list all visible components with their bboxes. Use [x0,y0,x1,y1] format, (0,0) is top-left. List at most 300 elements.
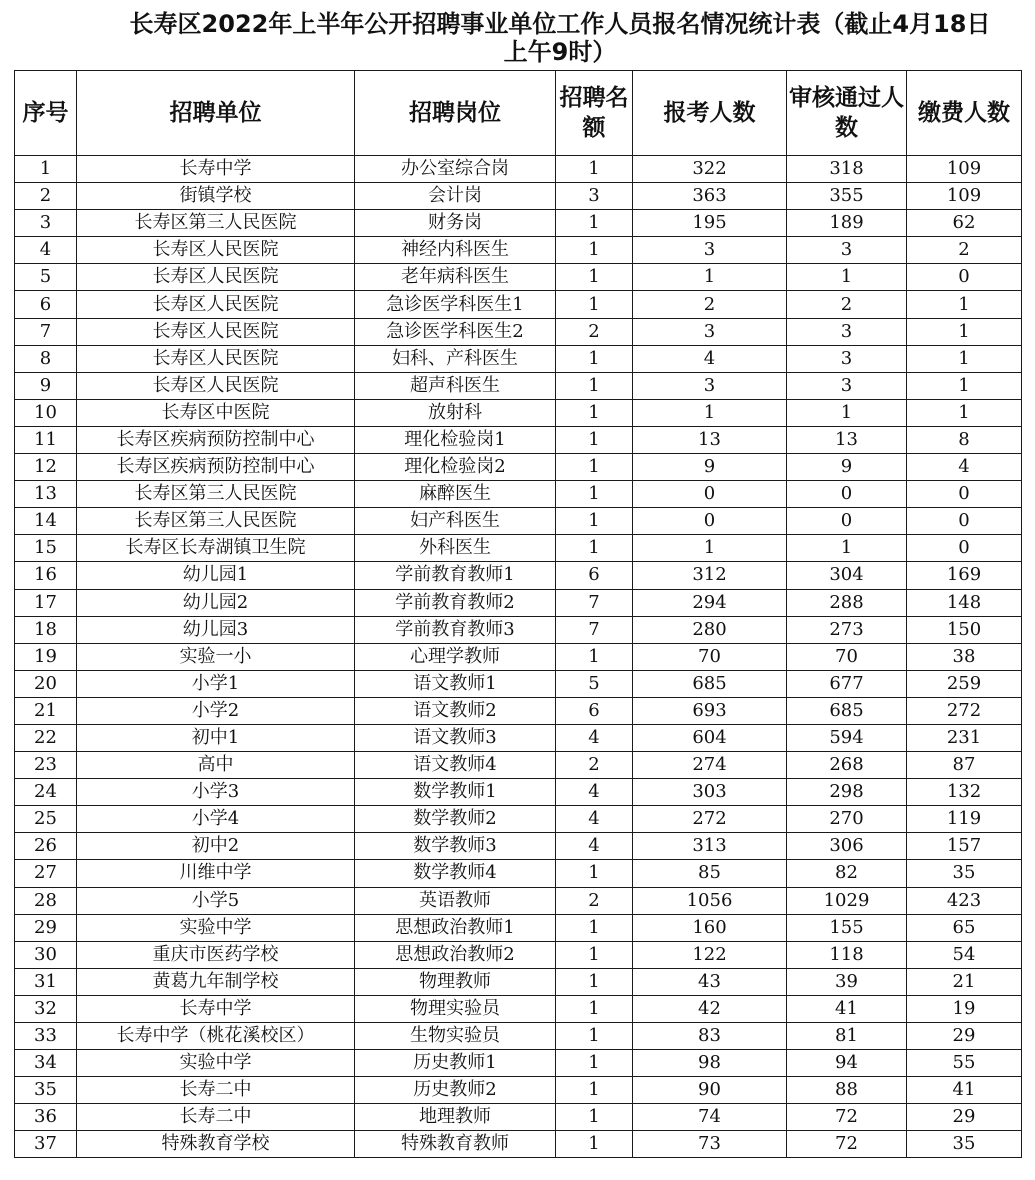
cell-quota: 1 [556,535,633,562]
cell-index: 29 [15,914,77,941]
cell-applicants: 43 [633,968,787,995]
cell-quota: 1 [556,941,633,968]
cell-applicants: 73 [633,1131,787,1158]
cell-approved: 306 [787,833,907,860]
cell-approved: 0 [787,481,907,508]
cell-unit: 长寿区第三人民医院 [77,210,355,237]
cell-index: 18 [15,616,77,643]
cell-unit: 街镇学校 [77,183,355,210]
cell-approved: 298 [787,779,907,806]
cell-index: 7 [15,318,77,345]
table-row [15,399,1022,426]
cell-applicants: 1 [633,535,787,562]
cell-paid: 1 [907,318,1022,345]
cell-quota: 1 [556,643,633,670]
cell-applicants: 74 [633,1104,787,1131]
cell-applicants: 85 [633,860,787,887]
cell-approved: 3 [787,345,907,372]
cell-quota: 6 [556,562,633,589]
cell-paid: 109 [907,183,1022,210]
cell-paid: 8 [907,426,1022,453]
cell-position: 历史教师1 [355,1050,556,1077]
table-row [15,697,1022,724]
cell-paid: 1 [907,399,1022,426]
cell-quota: 1 [556,426,633,453]
cell-paid: 2 [907,237,1022,264]
cell-paid: 109 [907,156,1022,183]
cell-approved: 1 [787,399,907,426]
cell-unit: 重庆市医药学校 [77,941,355,968]
cell-applicants: 4 [633,345,787,372]
cell-applicants: 98 [633,1050,787,1077]
cell-position: 英语教师 [355,887,556,914]
cell-approved: 268 [787,752,907,779]
cell-quota: 3 [556,183,633,210]
cell-quota: 1 [556,481,633,508]
table-row [15,454,1022,481]
cell-paid: 259 [907,670,1022,697]
cell-unit: 长寿区人民医院 [77,372,355,399]
cell-position: 老年病科医生 [355,264,556,291]
table-row [15,237,1022,264]
table-row [15,535,1022,562]
cell-unit: 黄葛九年制学校 [77,968,355,995]
cell-quota: 5 [556,670,633,697]
cell-index: 15 [15,535,77,562]
cell-approved: 70 [787,643,907,670]
cell-applicants: 274 [633,752,787,779]
table-row [15,643,1022,670]
cell-position: 会计岗 [355,183,556,210]
table-row [15,264,1022,291]
cell-quota: 1 [556,399,633,426]
cell-applicants: 313 [633,833,787,860]
cell-position: 心理学教师 [355,643,556,670]
cell-unit: 长寿区中医院 [77,399,355,426]
cell-applicants: 90 [633,1077,787,1104]
cell-approved: 3 [787,372,907,399]
cell-index: 14 [15,508,77,535]
table-row [15,318,1022,345]
cell-unit: 初中1 [77,724,355,751]
table-row [15,481,1022,508]
table-row [15,210,1022,237]
cell-unit: 幼儿园3 [77,616,355,643]
cell-approved: 677 [787,670,907,697]
cell-applicants: 3 [633,318,787,345]
cell-paid: 19 [907,995,1022,1022]
cell-index: 10 [15,399,77,426]
cell-unit: 小学3 [77,779,355,806]
cell-approved: 189 [787,210,907,237]
cell-paid: 65 [907,914,1022,941]
cell-approved: 1 [787,264,907,291]
cell-applicants: 303 [633,779,787,806]
cell-position: 理化检验岗2 [355,454,556,481]
cell-paid: 157 [907,833,1022,860]
cell-index: 2 [15,183,77,210]
cell-position: 办公室综合岗 [355,156,556,183]
cell-applicants: 280 [633,616,787,643]
cell-applicants: 1 [633,264,787,291]
cell-paid: 21 [907,968,1022,995]
cell-position: 学前教育教师1 [355,562,556,589]
cell-approved: 88 [787,1077,907,1104]
cell-position: 数学教师1 [355,779,556,806]
cell-position: 学前教育教师3 [355,616,556,643]
cell-applicants: 685 [633,670,787,697]
table-row [15,941,1022,968]
cell-paid: 0 [907,508,1022,535]
cell-approved: 1029 [787,887,907,914]
cell-index: 13 [15,481,77,508]
cell-index: 16 [15,562,77,589]
cell-applicants: 322 [633,156,787,183]
cell-index: 35 [15,1077,77,1104]
cell-applicants: 42 [633,995,787,1022]
cell-position: 财务岗 [355,210,556,237]
cell-position: 数学教师4 [355,860,556,887]
cell-quota: 7 [556,616,633,643]
cell-unit: 长寿区人民医院 [77,264,355,291]
cell-unit: 小学1 [77,670,355,697]
cell-approved: 288 [787,589,907,616]
cell-paid: 272 [907,697,1022,724]
cell-quota: 1 [556,1023,633,1050]
cell-unit: 特殊教育学校 [77,1131,355,1158]
cell-unit: 长寿区长寿湖镇卫生院 [77,535,355,562]
cell-approved: 685 [787,697,907,724]
cell-approved: 304 [787,562,907,589]
cell-quota: 1 [556,968,633,995]
cell-unit: 实验中学 [77,914,355,941]
table-body [15,156,1022,1158]
cell-applicants: 160 [633,914,787,941]
cell-index: 8 [15,345,77,372]
cell-quota: 1 [556,291,633,318]
cell-applicants: 9 [633,454,787,481]
cell-index: 34 [15,1050,77,1077]
cell-position: 语文教师2 [355,697,556,724]
page-title: 长寿区2022年上半年公开招聘事业单位工作人员报名情况统计表（截止4月18日上午9时） [129,10,991,66]
cell-quota: 1 [556,237,633,264]
cell-quota: 6 [556,697,633,724]
cell-paid: 0 [907,481,1022,508]
cell-unit: 小学2 [77,697,355,724]
cell-approved: 3 [787,318,907,345]
table-row [15,183,1022,210]
cell-position: 外科医生 [355,535,556,562]
cell-quota: 2 [556,752,633,779]
cell-paid: 29 [907,1023,1022,1050]
cell-position: 数学教师2 [355,806,556,833]
cell-position: 数学教师3 [355,833,556,860]
cell-paid: 150 [907,616,1022,643]
cell-position: 学前教育教师2 [355,589,556,616]
cell-paid: 62 [907,210,1022,237]
table-row [15,1050,1022,1077]
cell-quota: 7 [556,589,633,616]
cell-index: 20 [15,670,77,697]
cell-index: 37 [15,1131,77,1158]
cell-index: 17 [15,589,77,616]
cell-position: 超声科医生 [355,372,556,399]
cell-unit: 实验一小 [77,643,355,670]
cell-approved: 39 [787,968,907,995]
table-row [15,508,1022,535]
cell-unit: 长寿区第三人民医院 [77,508,355,535]
cell-approved: 9 [787,454,907,481]
cell-position: 理化检验岗1 [355,426,556,453]
table-row [15,156,1022,183]
cell-index: 3 [15,210,77,237]
cell-index: 24 [15,779,77,806]
cell-paid: 0 [907,535,1022,562]
cell-position: 麻醉医生 [355,481,556,508]
cell-unit: 幼儿园1 [77,562,355,589]
cell-position: 急诊医学科医生2 [355,318,556,345]
cell-index: 21 [15,697,77,724]
table-row [15,1104,1022,1131]
cell-approved: 41 [787,995,907,1022]
table-row [15,1023,1022,1050]
cell-position: 急诊医学科医生1 [355,291,556,318]
table-row [15,779,1022,806]
table-row [15,914,1022,941]
cell-position: 语文教师4 [355,752,556,779]
cell-paid: 38 [907,643,1022,670]
header-index: 序号 [15,71,77,156]
cell-approved: 270 [787,806,907,833]
cell-unit: 初中2 [77,833,355,860]
table-row [15,806,1022,833]
cell-approved: 72 [787,1131,907,1158]
table-row [15,670,1022,697]
cell-unit: 小学4 [77,806,355,833]
cell-index: 23 [15,752,77,779]
cell-unit: 长寿区疾病预防控制中心 [77,454,355,481]
cell-paid: 35 [907,1131,1022,1158]
cell-index: 31 [15,968,77,995]
cell-paid: 29 [907,1104,1022,1131]
cell-quota: 2 [556,887,633,914]
cell-applicants: 195 [633,210,787,237]
cell-unit: 川维中学 [77,860,355,887]
cell-paid: 55 [907,1050,1022,1077]
cell-applicants: 1 [633,399,787,426]
cell-position: 妇科、产科医生 [355,345,556,372]
cell-approved: 318 [787,156,907,183]
cell-quota: 1 [556,508,633,535]
table-row [15,752,1022,779]
cell-unit: 长寿区疾病预防控制中心 [77,426,355,453]
cell-approved: 81 [787,1023,907,1050]
cell-index: 12 [15,454,77,481]
cell-paid: 1 [907,345,1022,372]
cell-position: 物理实验员 [355,995,556,1022]
cell-paid: 1 [907,291,1022,318]
cell-quota: 1 [556,1104,633,1131]
cell-quota: 1 [556,1131,633,1158]
cell-index: 28 [15,887,77,914]
cell-quota: 1 [556,264,633,291]
cell-paid: 423 [907,887,1022,914]
table-row [15,1131,1022,1158]
table-row [15,616,1022,643]
cell-paid: 41 [907,1077,1022,1104]
cell-position: 语文教师3 [355,724,556,751]
cell-quota: 4 [556,833,633,860]
cell-unit: 长寿二中 [77,1104,355,1131]
table-row [15,426,1022,453]
cell-approved: 0 [787,508,907,535]
cell-index: 5 [15,264,77,291]
cell-quota: 1 [556,454,633,481]
cell-paid: 148 [907,589,1022,616]
cell-index: 22 [15,724,77,751]
cell-position: 思想政治教师2 [355,941,556,968]
header-approved: 审核通过人数 [787,71,907,156]
cell-paid: 87 [907,752,1022,779]
cell-paid: 54 [907,941,1022,968]
cell-applicants: 312 [633,562,787,589]
cell-position: 特殊教育教师 [355,1131,556,1158]
cell-position: 放射科 [355,399,556,426]
cell-unit: 长寿区人民医院 [77,318,355,345]
cell-applicants: 0 [633,508,787,535]
table-row [15,995,1022,1022]
cell-applicants: 3 [633,237,787,264]
statistics-table [14,70,1022,1158]
cell-applicants: 693 [633,697,787,724]
cell-approved: 594 [787,724,907,751]
cell-unit: 实验中学 [77,1050,355,1077]
cell-unit: 长寿中学 [77,156,355,183]
cell-approved: 355 [787,183,907,210]
cell-index: 33 [15,1023,77,1050]
cell-unit: 长寿区人民医院 [77,237,355,264]
cell-applicants: 294 [633,589,787,616]
cell-approved: 155 [787,914,907,941]
cell-index: 6 [15,291,77,318]
cell-paid: 169 [907,562,1022,589]
cell-index: 1 [15,156,77,183]
cell-approved: 94 [787,1050,907,1077]
cell-applicants: 83 [633,1023,787,1050]
cell-applicants: 0 [633,481,787,508]
cell-quota: 1 [556,914,633,941]
cell-quota: 1 [556,156,633,183]
cell-index: 11 [15,426,77,453]
header-quota: 招聘名额 [556,71,633,156]
cell-index: 19 [15,643,77,670]
cell-paid: 119 [907,806,1022,833]
table-row [15,589,1022,616]
cell-index: 27 [15,860,77,887]
cell-paid: 35 [907,860,1022,887]
cell-approved: 13 [787,426,907,453]
cell-approved: 82 [787,860,907,887]
table-row [15,372,1022,399]
cell-position: 语文教师1 [355,670,556,697]
cell-position: 神经内科医生 [355,237,556,264]
table-row [15,860,1022,887]
cell-position: 物理教师 [355,968,556,995]
cell-quota: 1 [556,345,633,372]
cell-paid: 231 [907,724,1022,751]
header-applicants: 报考人数 [633,71,787,156]
cell-applicants: 3 [633,372,787,399]
cell-unit: 长寿中学（桃花溪校区） [77,1023,355,1050]
table-row [15,724,1022,751]
table-row [15,1077,1022,1104]
cell-unit: 高中 [77,752,355,779]
cell-applicants: 604 [633,724,787,751]
cell-quota: 1 [556,372,633,399]
cell-position: 妇产科医生 [355,508,556,535]
table-row [15,562,1022,589]
cell-quota: 1 [556,210,633,237]
cell-quota: 1 [556,1077,633,1104]
table-row [15,833,1022,860]
table-row [15,968,1022,995]
cell-approved: 72 [787,1104,907,1131]
cell-approved: 2 [787,291,907,318]
cell-position: 生物实验员 [355,1023,556,1050]
cell-unit: 长寿中学 [77,995,355,1022]
cell-index: 26 [15,833,77,860]
cell-applicants: 122 [633,941,787,968]
cell-index: 4 [15,237,77,264]
table-row [15,291,1022,318]
cell-quota: 1 [556,860,633,887]
cell-paid: 132 [907,779,1022,806]
cell-unit: 长寿区第三人民医院 [77,481,355,508]
cell-unit: 小学5 [77,887,355,914]
cell-unit: 幼儿园2 [77,589,355,616]
cell-paid: 0 [907,264,1022,291]
table-row [15,887,1022,914]
cell-unit: 长寿区人民医院 [77,291,355,318]
cell-quota: 4 [556,779,633,806]
cell-position: 历史教师2 [355,1077,556,1104]
header-unit: 招聘单位 [77,71,355,156]
cell-unit: 长寿区人民医院 [77,345,355,372]
cell-applicants: 70 [633,643,787,670]
cell-index: 36 [15,1104,77,1131]
cell-paid: 1 [907,372,1022,399]
cell-position: 思想政治教师1 [355,914,556,941]
cell-index: 9 [15,372,77,399]
cell-applicants: 1056 [633,887,787,914]
cell-approved: 118 [787,941,907,968]
cell-quota: 4 [556,806,633,833]
cell-unit: 长寿二中 [77,1077,355,1104]
cell-index: 30 [15,941,77,968]
cell-applicants: 363 [633,183,787,210]
header-position: 招聘岗位 [355,71,556,156]
cell-index: 25 [15,806,77,833]
cell-applicants: 13 [633,426,787,453]
cell-applicants: 272 [633,806,787,833]
header-row [15,71,1022,156]
cell-approved: 1 [787,535,907,562]
header-paid: 缴费人数 [907,71,1022,156]
cell-approved: 3 [787,237,907,264]
cell-quota: 4 [556,724,633,751]
cell-approved: 273 [787,616,907,643]
cell-position: 地理教师 [355,1104,556,1131]
